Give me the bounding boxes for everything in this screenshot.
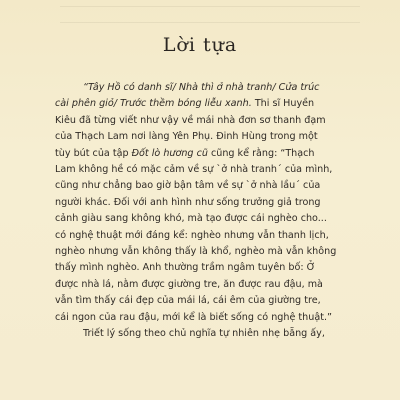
text-fragment: Thi sĩ Huyền	[251, 98, 315, 110]
page-heading: Lời tựa	[162, 34, 238, 56]
text-line: có nghệ thuật mới đáng kể: nghèo nhưng vẫn thanh lịch,	[55, 229, 329, 241]
quote-text: cài phên giỏ/ Trước thềm bóng liễu xanh.	[55, 98, 252, 110]
text-line: Lam không hề có mặc cảm về sự `ở nhà tranh´ của mình,	[55, 164, 333, 176]
text-line	[55, 80, 373, 96]
text-line	[55, 96, 373, 112]
book-title: Đốt lò hương cũ	[131, 147, 208, 159]
text-line: được nhà lá, nằm được giường tre, ăn được rau đậu, mà	[55, 278, 323, 290]
text-line: nghèo nhưng vẫn không thấy là khổ, nghèo mà vẫn không	[55, 246, 337, 258]
text-line: của Thạch Lam nơi làng Yên Phụ. Đinh Hùng trong một	[55, 131, 318, 143]
text-line: cảnh giàu sang không khó, mà tạo được cái nghèo cho...	[55, 213, 327, 225]
text-line: cũng như chẳng bao giờ bận tâm về sự `ở nhà lầu´ của	[55, 180, 321, 192]
text-line: người khác. Đối với anh hình như sống trưởng giả trong	[55, 196, 321, 208]
bleed-through-line	[60, 22, 360, 23]
bleed-through-line	[60, 6, 360, 7]
text-line: Triết lý sống theo chủ nghĩa tự nhiên nhẹ bẵng ấy,	[83, 328, 325, 340]
text-line: cái ngon của rau đậu, mới kể là biết sống có nghệ thuật.”	[55, 311, 332, 323]
text-line	[55, 146, 373, 162]
text-fragment: cũng kể rằng: “Thạch	[207, 147, 315, 159]
body-text	[55, 80, 373, 343]
text-line: Kiêu đã từng viết như vậy về mái nhà đơn sơ thanh đạm	[55, 114, 326, 126]
quote-text: “Tây Hồ có danh sĩ/ Nhà thì ở nhà tranh/ Cửa trúc	[83, 82, 320, 93]
text-fragment: tùy bút của tập	[55, 147, 132, 159]
text-line: vẫn tìm thấy cái đẹp của mái lá, cái êm của giường tre,	[55, 295, 321, 307]
text-line: thấy mình nghèo. Anh thường trầm ngâm tuyên bố: Ở	[55, 262, 316, 274]
